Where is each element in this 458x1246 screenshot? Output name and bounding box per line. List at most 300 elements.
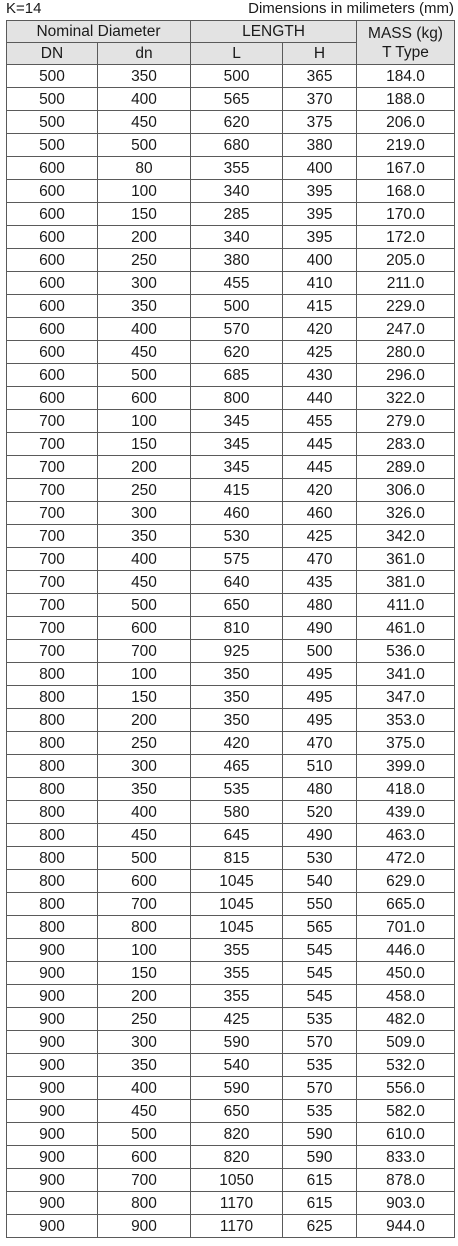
cell-length-h: 530 xyxy=(283,847,357,870)
cell-dn-branch: 150 xyxy=(98,686,191,709)
cell-length-h: 500 xyxy=(283,640,357,663)
cell-dn: 600 xyxy=(7,226,98,249)
cell-length-h: 470 xyxy=(283,732,357,755)
table-row xyxy=(7,732,455,755)
cell-dn-branch: 600 xyxy=(98,617,191,640)
cell-dn-branch: 350 xyxy=(98,525,191,548)
header-row-group xyxy=(7,21,455,43)
cell-dn-branch: 500 xyxy=(98,364,191,387)
cell-dn: 700 xyxy=(7,617,98,640)
table-row xyxy=(7,824,455,847)
cell-length-h: 395 xyxy=(283,180,357,203)
cell-length-h: 470 xyxy=(283,548,357,571)
table-row xyxy=(7,709,455,732)
cell-dn-branch: 300 xyxy=(98,1031,191,1054)
cell-dn: 700 xyxy=(7,502,98,525)
cell-mass: 283.0 xyxy=(357,433,455,456)
cell-length-h: 495 xyxy=(283,709,357,732)
cell-length-h: 545 xyxy=(283,985,357,1008)
cell-dn: 900 xyxy=(7,1100,98,1123)
table-row xyxy=(7,617,455,640)
cell-dn: 900 xyxy=(7,1192,98,1215)
cell-dn: 900 xyxy=(7,1146,98,1169)
cell-length-l: 650 xyxy=(191,594,283,617)
cell-dn: 500 xyxy=(7,88,98,111)
table-row xyxy=(7,249,455,272)
table-row xyxy=(7,870,455,893)
dimensions-table xyxy=(6,20,455,1238)
cell-dn-branch: 100 xyxy=(98,663,191,686)
cell-length-h: 415 xyxy=(283,295,357,318)
cell-dn: 800 xyxy=(7,663,98,686)
cell-dn-branch: 200 xyxy=(98,709,191,732)
cell-length-l: 420 xyxy=(191,732,283,755)
table-row xyxy=(7,755,455,778)
cell-dn: 900 xyxy=(7,1031,98,1054)
table-row xyxy=(7,594,455,617)
cell-mass: 461.0 xyxy=(357,617,455,640)
cell-length-l: 355 xyxy=(191,985,283,1008)
cell-length-l: 455 xyxy=(191,272,283,295)
cell-dn: 500 xyxy=(7,111,98,134)
cell-mass: 701.0 xyxy=(357,916,455,939)
cell-dn-branch: 150 xyxy=(98,962,191,985)
cell-length-h: 490 xyxy=(283,824,357,847)
cell-length-l: 355 xyxy=(191,939,283,962)
cell-length-h: 520 xyxy=(283,801,357,824)
cell-length-l: 620 xyxy=(191,341,283,364)
cell-mass: 509.0 xyxy=(357,1031,455,1054)
cell-length-l: 340 xyxy=(191,180,283,203)
cell-length-l: 1045 xyxy=(191,916,283,939)
cell-length-l: 590 xyxy=(191,1077,283,1100)
header-mass-label: MASS (kg) xyxy=(368,24,443,42)
cell-length-l: 1170 xyxy=(191,1215,283,1238)
cell-length-l: 380 xyxy=(191,249,283,272)
cell-dn-branch: 500 xyxy=(98,594,191,617)
cell-dn: 600 xyxy=(7,203,98,226)
cell-dn: 600 xyxy=(7,272,98,295)
table-row xyxy=(7,364,455,387)
cell-length-h: 590 xyxy=(283,1146,357,1169)
table-row xyxy=(7,456,455,479)
table-row xyxy=(7,778,455,801)
table-row xyxy=(7,1169,455,1192)
cell-length-l: 570 xyxy=(191,318,283,341)
cell-dn-branch: 300 xyxy=(98,502,191,525)
cell-mass: 463.0 xyxy=(357,824,455,847)
cell-mass: 532.0 xyxy=(357,1054,455,1077)
cell-length-l: 820 xyxy=(191,1123,283,1146)
cell-dn: 800 xyxy=(7,801,98,824)
cell-length-l: 500 xyxy=(191,65,283,88)
cell-length-l: 340 xyxy=(191,226,283,249)
cell-dn: 900 xyxy=(7,1169,98,1192)
cell-dn-branch: 150 xyxy=(98,203,191,226)
cell-dn-branch: 250 xyxy=(98,732,191,755)
cell-length-h: 570 xyxy=(283,1031,357,1054)
cell-length-h: 425 xyxy=(283,341,357,364)
cell-mass: 353.0 xyxy=(357,709,455,732)
cell-length-l: 575 xyxy=(191,548,283,571)
table-row xyxy=(7,318,455,341)
cell-length-l: 810 xyxy=(191,617,283,640)
cell-mass: 536.0 xyxy=(357,640,455,663)
cell-dn-branch: 100 xyxy=(98,180,191,203)
table-row xyxy=(7,1215,455,1238)
cell-dn-branch: 350 xyxy=(98,1054,191,1077)
cell-length-l: 1050 xyxy=(191,1169,283,1192)
cell-dn-branch: 150 xyxy=(98,433,191,456)
cell-length-l: 500 xyxy=(191,295,283,318)
cell-mass: 472.0 xyxy=(357,847,455,870)
table-row xyxy=(7,962,455,985)
cell-length-l: 590 xyxy=(191,1031,283,1054)
cell-mass: 206.0 xyxy=(357,111,455,134)
cell-dn-branch: 600 xyxy=(98,1146,191,1169)
cell-dn-branch: 250 xyxy=(98,249,191,272)
cell-mass: 361.0 xyxy=(357,548,455,571)
cell-length-h: 420 xyxy=(283,479,357,502)
table-caption-line xyxy=(6,0,454,18)
cell-length-l: 345 xyxy=(191,433,283,456)
cell-length-l: 650 xyxy=(191,1100,283,1123)
cell-length-h: 445 xyxy=(283,456,357,479)
cell-mass: 296.0 xyxy=(357,364,455,387)
cell-dn: 800 xyxy=(7,709,98,732)
cell-dn-branch: 450 xyxy=(98,571,191,594)
table-row xyxy=(7,1008,455,1031)
table-row xyxy=(7,548,455,571)
cell-mass: 944.0 xyxy=(357,1215,455,1238)
cell-length-h: 420 xyxy=(283,318,357,341)
cell-dn: 900 xyxy=(7,1215,98,1238)
cell-length-l: 645 xyxy=(191,824,283,847)
cell-length-l: 425 xyxy=(191,1008,283,1031)
cell-mass: 167.0 xyxy=(357,157,455,180)
cell-length-h: 425 xyxy=(283,525,357,548)
cell-mass: 219.0 xyxy=(357,134,455,157)
cell-dn-branch: 400 xyxy=(98,548,191,571)
table-row xyxy=(7,525,455,548)
cell-mass: 170.0 xyxy=(357,203,455,226)
header-l: L xyxy=(191,43,283,65)
table-row xyxy=(7,387,455,410)
table-row xyxy=(7,801,455,824)
cell-dn: 600 xyxy=(7,180,98,203)
cell-mass: 168.0 xyxy=(357,180,455,203)
cell-length-l: 460 xyxy=(191,502,283,525)
table-row xyxy=(7,295,455,318)
cell-dn-branch: 300 xyxy=(98,755,191,778)
cell-length-h: 435 xyxy=(283,571,357,594)
table-row xyxy=(7,1031,455,1054)
table-row xyxy=(7,226,455,249)
cell-dn: 800 xyxy=(7,893,98,916)
cell-mass: 458.0 xyxy=(357,985,455,1008)
cell-length-l: 530 xyxy=(191,525,283,548)
cell-dn-branch: 500 xyxy=(98,847,191,870)
header-dn-branch: dn xyxy=(98,43,191,65)
cell-dn-branch: 450 xyxy=(98,341,191,364)
cell-dn-branch: 100 xyxy=(98,410,191,433)
cell-length-h: 495 xyxy=(283,663,357,686)
cell-dn-branch: 350 xyxy=(98,65,191,88)
table-row xyxy=(7,502,455,525)
cell-length-l: 355 xyxy=(191,157,283,180)
cell-dn: 900 xyxy=(7,1054,98,1077)
cell-dn-branch: 700 xyxy=(98,1169,191,1192)
table-row xyxy=(7,985,455,1008)
cell-length-h: 545 xyxy=(283,962,357,985)
k-class-label: K=14 xyxy=(6,0,42,17)
cell-length-l: 350 xyxy=(191,663,283,686)
cell-dn: 900 xyxy=(7,1123,98,1146)
cell-length-l: 1045 xyxy=(191,870,283,893)
cell-dn: 800 xyxy=(7,732,98,755)
cell-mass: 665.0 xyxy=(357,893,455,916)
header-mass-type: T Type xyxy=(382,43,429,61)
table-row xyxy=(7,916,455,939)
cell-dn: 700 xyxy=(7,525,98,548)
cell-mass: 610.0 xyxy=(357,1123,455,1146)
cell-length-l: 580 xyxy=(191,801,283,824)
cell-length-l: 680 xyxy=(191,134,283,157)
cell-length-h: 380 xyxy=(283,134,357,157)
cell-mass: 326.0 xyxy=(357,502,455,525)
cell-mass: 341.0 xyxy=(357,663,455,686)
cell-mass: 903.0 xyxy=(357,1192,455,1215)
cell-length-l: 345 xyxy=(191,456,283,479)
cell-length-l: 350 xyxy=(191,709,283,732)
cell-length-h: 615 xyxy=(283,1192,357,1215)
cell-dn-branch: 800 xyxy=(98,916,191,939)
cell-mass: 172.0 xyxy=(357,226,455,249)
cell-dn: 700 xyxy=(7,410,98,433)
cell-length-h: 430 xyxy=(283,364,357,387)
cell-length-l: 285 xyxy=(191,203,283,226)
cell-mass: 211.0 xyxy=(357,272,455,295)
table-row xyxy=(7,111,455,134)
cell-length-h: 480 xyxy=(283,778,357,801)
cell-mass: 205.0 xyxy=(357,249,455,272)
cell-mass: 582.0 xyxy=(357,1100,455,1123)
cell-length-h: 550 xyxy=(283,893,357,916)
cell-dn: 600 xyxy=(7,157,98,180)
cell-mass: 247.0 xyxy=(357,318,455,341)
table-header xyxy=(7,21,455,65)
table-row xyxy=(7,65,455,88)
cell-length-h: 460 xyxy=(283,502,357,525)
cell-mass: 399.0 xyxy=(357,755,455,778)
cell-dn: 800 xyxy=(7,824,98,847)
cell-mass: 833.0 xyxy=(357,1146,455,1169)
cell-dn: 900 xyxy=(7,1077,98,1100)
table-row xyxy=(7,686,455,709)
cell-dn-branch: 700 xyxy=(98,640,191,663)
cell-length-l: 565 xyxy=(191,88,283,111)
cell-dn: 800 xyxy=(7,686,98,709)
table-row xyxy=(7,1146,455,1169)
cell-dn-branch: 800 xyxy=(98,1192,191,1215)
cell-dn-branch: 400 xyxy=(98,88,191,111)
cell-mass: 381.0 xyxy=(357,571,455,594)
cell-dn-branch: 400 xyxy=(98,318,191,341)
table-row xyxy=(7,1100,455,1123)
cell-mass: 184.0 xyxy=(357,65,455,88)
cell-length-h: 400 xyxy=(283,157,357,180)
cell-mass: 446.0 xyxy=(357,939,455,962)
cell-length-h: 590 xyxy=(283,1123,357,1146)
table-row xyxy=(7,134,455,157)
table-row xyxy=(7,640,455,663)
cell-length-l: 685 xyxy=(191,364,283,387)
cell-dn-branch: 450 xyxy=(98,111,191,134)
cell-length-h: 570 xyxy=(283,1077,357,1100)
cell-length-h: 540 xyxy=(283,870,357,893)
cell-length-l: 355 xyxy=(191,962,283,985)
cell-dn: 700 xyxy=(7,640,98,663)
table-row xyxy=(7,1077,455,1100)
header-h: H xyxy=(283,43,357,65)
cell-mass: 878.0 xyxy=(357,1169,455,1192)
cell-dn: 500 xyxy=(7,134,98,157)
cell-length-l: 640 xyxy=(191,571,283,594)
cell-length-h: 510 xyxy=(283,755,357,778)
table-row xyxy=(7,663,455,686)
cell-mass: 322.0 xyxy=(357,387,455,410)
cell-dn-branch: 500 xyxy=(98,1123,191,1146)
cell-length-h: 400 xyxy=(283,249,357,272)
table-row xyxy=(7,1054,455,1077)
cell-mass: 629.0 xyxy=(357,870,455,893)
cell-length-h: 440 xyxy=(283,387,357,410)
cell-dn: 600 xyxy=(7,387,98,410)
table-row xyxy=(7,88,455,111)
cell-dn-branch: 200 xyxy=(98,456,191,479)
cell-mass: 306.0 xyxy=(357,479,455,502)
cell-length-h: 615 xyxy=(283,1169,357,1192)
cell-dn: 600 xyxy=(7,249,98,272)
cell-mass: 188.0 xyxy=(357,88,455,111)
table-row xyxy=(7,1123,455,1146)
cell-dn: 600 xyxy=(7,341,98,364)
cell-dn: 700 xyxy=(7,433,98,456)
cell-length-h: 410 xyxy=(283,272,357,295)
cell-length-h: 370 xyxy=(283,88,357,111)
cell-dn-branch: 600 xyxy=(98,870,191,893)
cell-length-h: 480 xyxy=(283,594,357,617)
cell-mass: 229.0 xyxy=(357,295,455,318)
cell-length-l: 1045 xyxy=(191,893,283,916)
table-row xyxy=(7,157,455,180)
cell-mass: 418.0 xyxy=(357,778,455,801)
cell-dn: 700 xyxy=(7,456,98,479)
cell-mass: 342.0 xyxy=(357,525,455,548)
cell-length-l: 1170 xyxy=(191,1192,283,1215)
cell-length-h: 535 xyxy=(283,1008,357,1031)
cell-mass: 482.0 xyxy=(357,1008,455,1031)
cell-dn: 700 xyxy=(7,571,98,594)
cell-length-l: 535 xyxy=(191,778,283,801)
cell-mass: 280.0 xyxy=(357,341,455,364)
cell-length-l: 925 xyxy=(191,640,283,663)
cell-dn-branch: 400 xyxy=(98,801,191,824)
table-row xyxy=(7,203,455,226)
cell-dn-branch: 400 xyxy=(98,1077,191,1100)
table-row xyxy=(7,433,455,456)
cell-length-h: 375 xyxy=(283,111,357,134)
cell-dn: 700 xyxy=(7,594,98,617)
cell-dn: 700 xyxy=(7,479,98,502)
cell-length-l: 350 xyxy=(191,686,283,709)
table-row xyxy=(7,341,455,364)
cell-dn-branch: 200 xyxy=(98,226,191,249)
cell-dn: 800 xyxy=(7,916,98,939)
cell-dn-branch: 350 xyxy=(98,778,191,801)
cell-length-l: 345 xyxy=(191,410,283,433)
cell-mass: 411.0 xyxy=(357,594,455,617)
cell-dn-branch: 450 xyxy=(98,1100,191,1123)
cell-length-h: 535 xyxy=(283,1100,357,1123)
cell-dn: 900 xyxy=(7,985,98,1008)
cell-mass: 450.0 xyxy=(357,962,455,985)
cell-dn: 800 xyxy=(7,778,98,801)
cell-length-h: 445 xyxy=(283,433,357,456)
table-row xyxy=(7,893,455,916)
cell-dn: 700 xyxy=(7,548,98,571)
cell-length-h: 490 xyxy=(283,617,357,640)
header-dn: DN xyxy=(7,43,98,65)
cell-dn: 800 xyxy=(7,755,98,778)
cell-length-h: 535 xyxy=(283,1054,357,1077)
cell-length-h: 625 xyxy=(283,1215,357,1238)
cell-length-h: 395 xyxy=(283,226,357,249)
table-row xyxy=(7,180,455,203)
cell-length-h: 495 xyxy=(283,686,357,709)
table-row xyxy=(7,410,455,433)
cell-dn: 900 xyxy=(7,962,98,985)
cell-length-l: 800 xyxy=(191,387,283,410)
cell-dn-branch: 700 xyxy=(98,893,191,916)
cell-mass: 279.0 xyxy=(357,410,455,433)
cell-length-h: 545 xyxy=(283,939,357,962)
cell-dn-branch: 300 xyxy=(98,272,191,295)
header-length: LENGTH xyxy=(191,21,357,43)
table-row xyxy=(7,272,455,295)
cell-dn: 900 xyxy=(7,939,98,962)
cell-mass: 439.0 xyxy=(357,801,455,824)
cell-mass: 556.0 xyxy=(357,1077,455,1100)
cell-dn: 500 xyxy=(7,65,98,88)
cell-mass: 347.0 xyxy=(357,686,455,709)
table-row xyxy=(7,939,455,962)
cell-length-l: 815 xyxy=(191,847,283,870)
table-row xyxy=(7,479,455,502)
cell-length-h: 565 xyxy=(283,916,357,939)
cell-length-l: 820 xyxy=(191,1146,283,1169)
cell-dn: 600 xyxy=(7,295,98,318)
table-body xyxy=(7,65,455,1238)
header-nominal-diameter: Nominal Diameter xyxy=(7,21,191,43)
table-row xyxy=(7,847,455,870)
header-mass xyxy=(357,21,455,65)
cell-length-l: 540 xyxy=(191,1054,283,1077)
cell-mass: 375.0 xyxy=(357,732,455,755)
cell-length-l: 465 xyxy=(191,755,283,778)
cell-dn-branch: 900 xyxy=(98,1215,191,1238)
units-note: Dimensions in milimeters (mm) xyxy=(248,0,454,17)
